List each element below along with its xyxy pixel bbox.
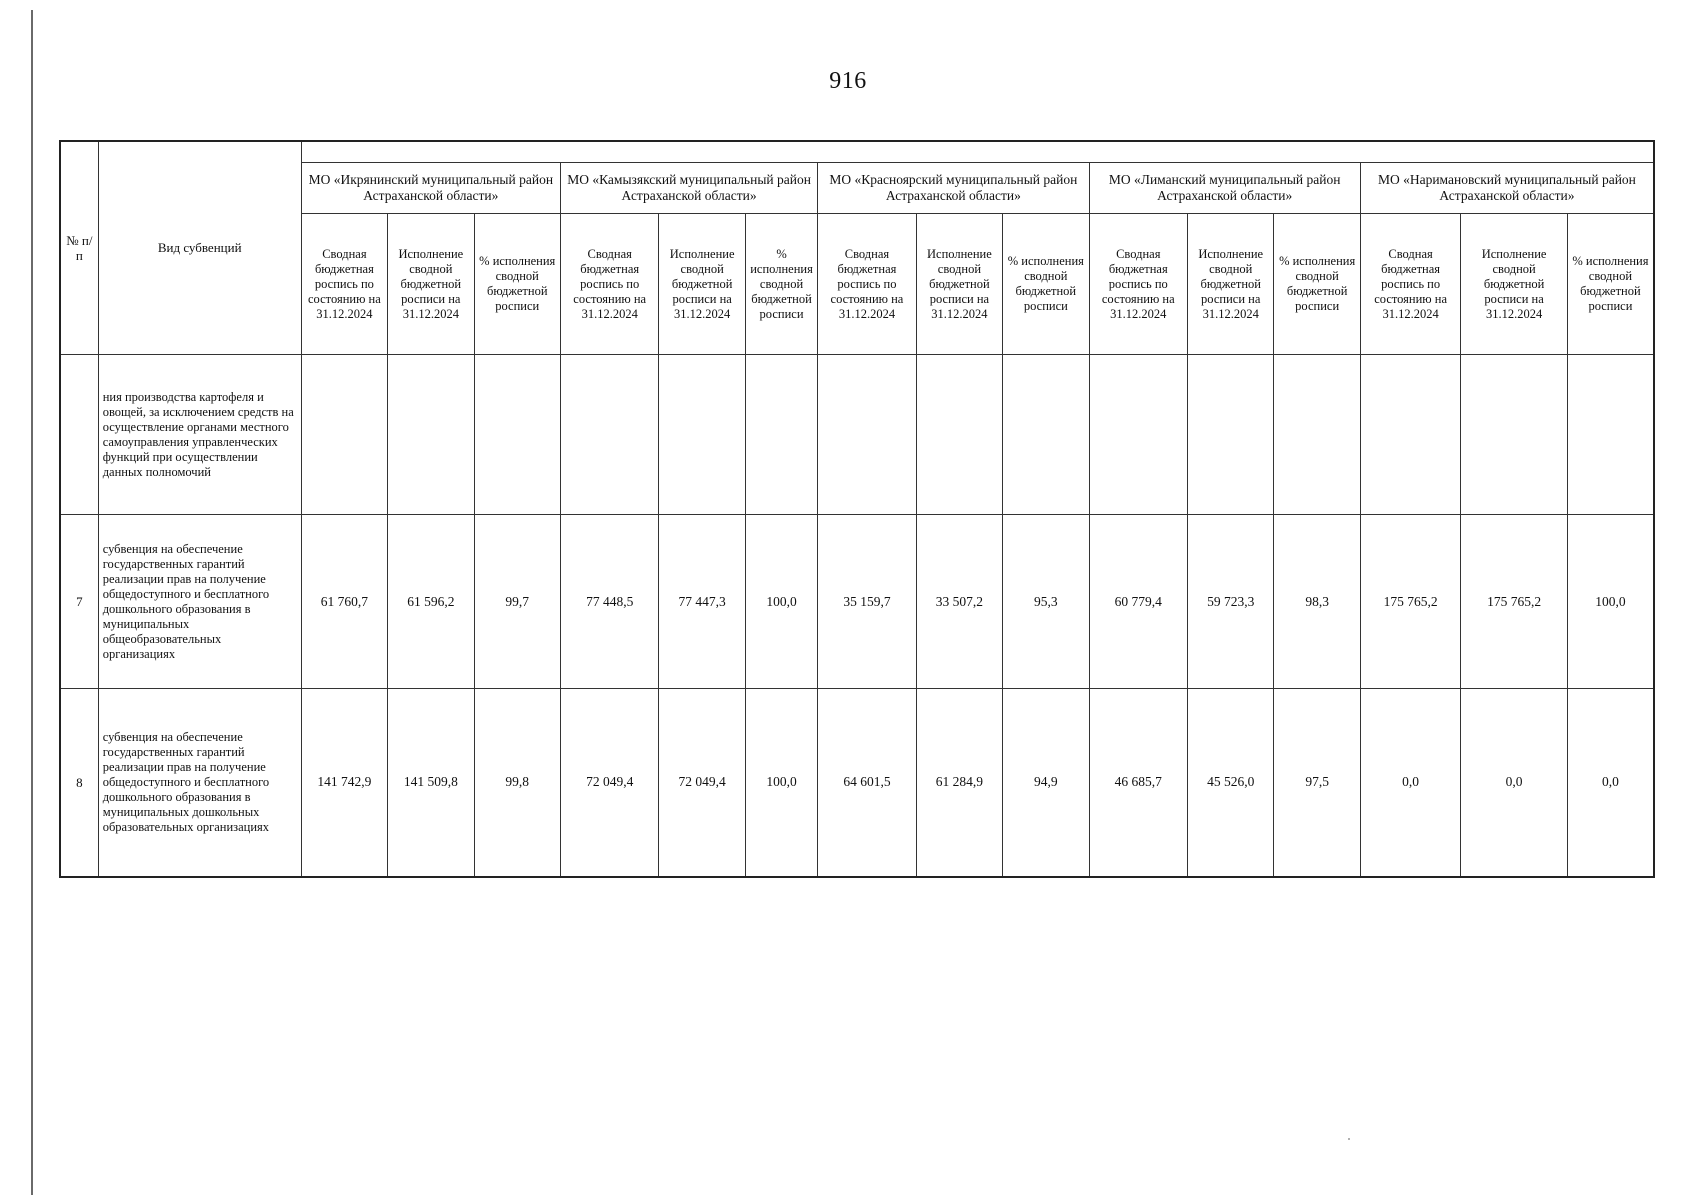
cell-value bbox=[1567, 355, 1654, 515]
row-vid: субвенция на обеспечение государственных гарантий реализации прав на получение общедоступного и бесплатного дошкольного образования в муниципальных дошкольных образовательных организациях bbox=[98, 689, 301, 877]
col-head-percent: % исполнения сводной бюджетной росписи bbox=[1567, 214, 1654, 355]
col-head-plan: Сводная бюджетная роспись по состоянию на 31.12.2024 bbox=[818, 214, 916, 355]
cell-value: 61 284,9 bbox=[916, 689, 1002, 877]
cell-value: 72 049,4 bbox=[560, 689, 658, 877]
col-head-plan: Сводная бюджетная роспись по состоянию на 31.12.2024 bbox=[301, 214, 387, 355]
cell-value: 59 723,3 bbox=[1188, 515, 1274, 689]
cell-value bbox=[659, 355, 745, 515]
cell-value: 95,3 bbox=[1003, 515, 1089, 689]
row-vid: ния производства картофеля и овощей, за исключением средств на осуществление органами местного самоуправления управленческих функций при осуществлении данных полномочий bbox=[98, 355, 301, 515]
cell-value: 61 760,7 bbox=[301, 515, 387, 689]
cell-value: 141 509,8 bbox=[388, 689, 474, 877]
cell-value: 100,0 bbox=[1567, 515, 1654, 689]
cell-value: 0,0 bbox=[1360, 689, 1460, 877]
row-number: 8 bbox=[60, 689, 98, 877]
col-head-plan: Сводная бюджетная роспись по состоянию на 31.12.2024 bbox=[560, 214, 658, 355]
cell-value: 61 596,2 bbox=[388, 515, 474, 689]
cell-value bbox=[1274, 355, 1360, 515]
col-head-percent: % исполнения сводной бюджетной росписи bbox=[1003, 214, 1089, 355]
header-strip-row bbox=[60, 141, 1654, 163]
col-head-plan: Сводная бюджетная роспись по состоянию на 31.12.2024 bbox=[1089, 214, 1187, 355]
cell-value bbox=[560, 355, 658, 515]
cell-value: 97,5 bbox=[1274, 689, 1360, 877]
cell-value bbox=[388, 355, 474, 515]
cell-value bbox=[745, 355, 817, 515]
cell-value: 77 448,5 bbox=[560, 515, 658, 689]
cell-value: 99,8 bbox=[474, 689, 560, 877]
cell-value bbox=[1188, 355, 1274, 515]
cell-value bbox=[1461, 355, 1568, 515]
page-number: 916 bbox=[829, 68, 867, 94]
scan-speck bbox=[1348, 1138, 1350, 1140]
mo-header-ikryaninsky: МО «Икрянинский муниципальный район Астраханской области» bbox=[301, 163, 560, 214]
mo-header-limansky: МО «Лиманский муниципальный район Астраханской области» bbox=[1089, 163, 1360, 214]
col-head-percent: % исполнения сводной бюджетной росписи bbox=[474, 214, 560, 355]
cell-value: 64 601,5 bbox=[818, 689, 916, 877]
row-number: 7 bbox=[60, 515, 98, 689]
cell-value bbox=[301, 355, 387, 515]
cell-value bbox=[1003, 355, 1089, 515]
mo-header-narimanovsky: МО «Наримановский муниципальный район Астраханской области» bbox=[1360, 163, 1654, 214]
cell-value: 0,0 bbox=[1567, 689, 1654, 877]
col-head-exec: Исполнение сводной бюджетной росписи на 31.12.2024 bbox=[659, 214, 745, 355]
cell-value bbox=[474, 355, 560, 515]
cell-value: 99,7 bbox=[474, 515, 560, 689]
cell-value bbox=[1089, 355, 1187, 515]
mo-header-kamyzyaksky: МО «Камызякский муниципальный район Астраханской области» bbox=[560, 163, 817, 214]
subvention-table bbox=[59, 140, 1655, 878]
cell-value: 46 685,7 bbox=[1089, 689, 1187, 877]
table-row bbox=[60, 355, 1654, 515]
col-head-exec: Исполнение сводной бюджетной росписи на 31.12.2024 bbox=[1188, 214, 1274, 355]
header-vid: Вид субвенций bbox=[98, 141, 301, 355]
cell-value: 60 779,4 bbox=[1089, 515, 1187, 689]
row-number bbox=[60, 355, 98, 515]
cell-value: 35 159,7 bbox=[818, 515, 916, 689]
cell-value: 175 765,2 bbox=[1360, 515, 1460, 689]
left-margin-rule bbox=[31, 10, 33, 1195]
cell-value: 0,0 bbox=[1461, 689, 1568, 877]
table-row bbox=[60, 515, 1654, 689]
col-head-exec: Исполнение сводной бюджетной росписи на 31.12.2024 bbox=[1461, 214, 1568, 355]
cell-value: 33 507,2 bbox=[916, 515, 1002, 689]
cell-value: 141 742,9 bbox=[301, 689, 387, 877]
cell-value: 175 765,2 bbox=[1461, 515, 1568, 689]
col-head-percent: % исполнения сводной бюджетной росписи bbox=[745, 214, 817, 355]
cell-value bbox=[916, 355, 1002, 515]
cell-value: 77 447,3 bbox=[659, 515, 745, 689]
cell-value: 100,0 bbox=[745, 689, 817, 877]
col-head-percent: % исполнения сводной бюджетной росписи bbox=[1274, 214, 1360, 355]
mo-header-krasnoyarsky: МО «Красноярский муниципальный район Астраханской области» bbox=[818, 163, 1089, 214]
cell-value bbox=[1360, 355, 1460, 515]
header-strip bbox=[301, 141, 1654, 163]
col-head-exec: Исполнение сводной бюджетной росписи на 31.12.2024 bbox=[916, 214, 1002, 355]
header-num: № п/п bbox=[60, 141, 98, 355]
cell-value: 98,3 bbox=[1274, 515, 1360, 689]
col-head-exec: Исполнение сводной бюджетной росписи на 31.12.2024 bbox=[388, 214, 474, 355]
cell-value: 100,0 bbox=[745, 515, 817, 689]
row-vid: субвенция на обеспечение государственных гарантий реализации прав на получение общедоступного и бесплатного дошкольного образования в муниципальных общеобразовательных организациях bbox=[98, 515, 301, 689]
cell-value: 45 526,0 bbox=[1188, 689, 1274, 877]
table-row bbox=[60, 689, 1654, 877]
cell-value bbox=[818, 355, 916, 515]
cell-value: 94,9 bbox=[1003, 689, 1089, 877]
col-head-plan: Сводная бюджетная роспись по состоянию на 31.12.2024 bbox=[1360, 214, 1460, 355]
cell-value: 72 049,4 bbox=[659, 689, 745, 877]
